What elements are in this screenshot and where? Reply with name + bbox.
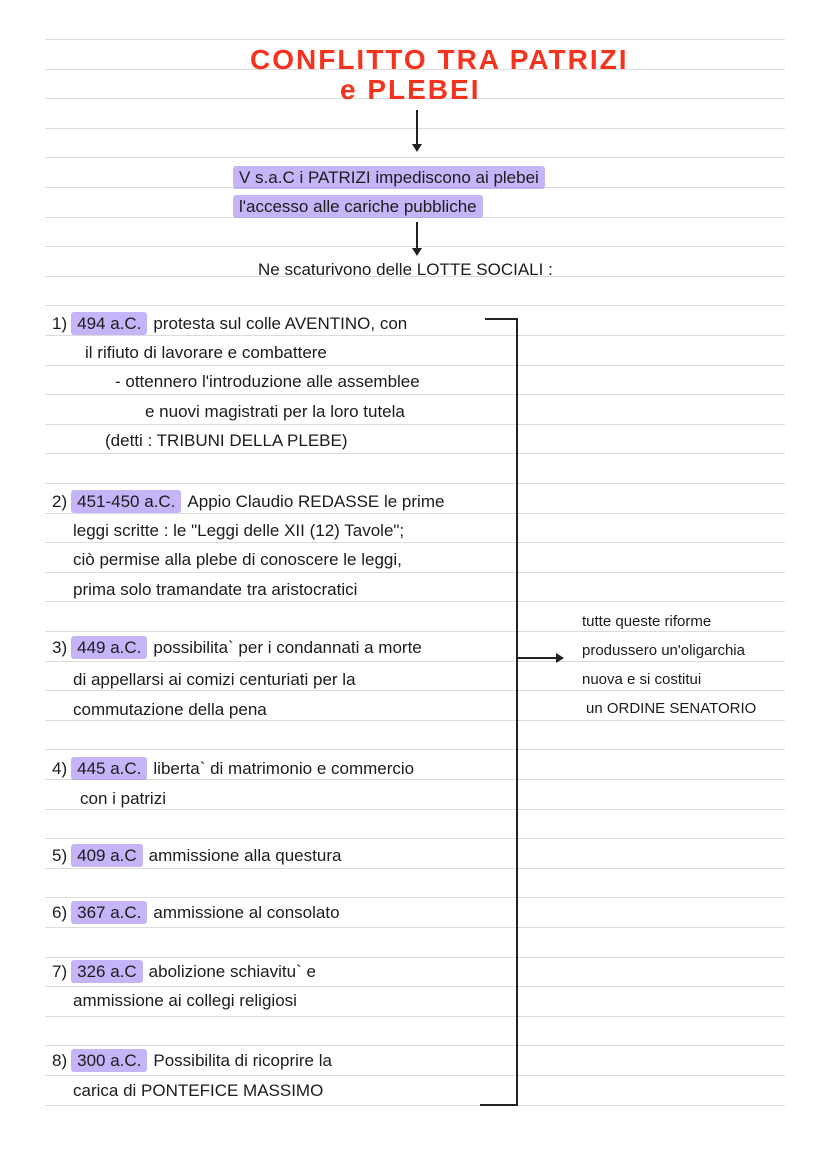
list-item-continuation: [73, 1081, 323, 1101]
title-line-2: e PLEBEI: [340, 74, 481, 105]
consequence-text: Ne scaturivono delle LOTTE SOCIALI :: [258, 260, 553, 279]
ruled-line: [45, 868, 785, 869]
item-date: 326 a.C: [71, 960, 143, 983]
item-number: 1): [52, 314, 68, 333]
item-text: Appio Claudio REDASSE le prime: [187, 492, 445, 511]
item-text: (detti : TRIBUNI DELLA PLEBE): [105, 431, 348, 450]
item-date: 300 a.C.: [71, 1049, 147, 1072]
ruled-line: [45, 365, 785, 366]
list-item-continuation: [85, 343, 327, 363]
ruled-line: [45, 157, 785, 158]
intro-text-1: V s.a.C i PATRIZI impediscono ai plebei: [233, 166, 545, 189]
ruled-line: [45, 749, 785, 750]
ruled-line: [45, 986, 785, 987]
item-date: 451-450 a.C.: [71, 490, 181, 513]
list-item: [52, 962, 316, 982]
list-item: [52, 492, 444, 512]
item-text: liberta` di matrimonio e commercio: [153, 759, 415, 778]
ruled-line: [45, 453, 785, 454]
ruled-line: [45, 305, 785, 306]
item-number: 6): [52, 903, 68, 922]
item-number: 8): [52, 1051, 68, 1070]
ruled-line: [45, 1075, 785, 1076]
item-text: possibilita` per i condannati a morte: [153, 638, 422, 657]
ruled-line: [45, 128, 785, 129]
ruled-line: [45, 1016, 785, 1017]
bracket-vertical: [516, 318, 518, 1106]
ruled-line: [45, 542, 785, 543]
intro-line-2: [233, 197, 483, 217]
item-text: di appellarsi ai comizi centuriati per la: [73, 670, 356, 689]
list-item: [52, 903, 340, 923]
intro-text-2: l'accesso alle cariche pubbliche: [233, 195, 483, 218]
list-item: [52, 1051, 332, 1071]
list-item-continuation: [73, 670, 356, 690]
arrow-head-icon: [412, 248, 422, 256]
list-item: [52, 638, 422, 658]
item-text: Possibilita di ricoprire la: [153, 1051, 332, 1070]
side-note-line: produssero un'oligarchia: [582, 642, 745, 659]
list-item-continuation: [73, 700, 267, 720]
ruled-line: [45, 838, 785, 839]
ruled-line: [45, 601, 785, 602]
item-text: con i patrizi: [80, 789, 166, 808]
item-text: - ottennero l'introduzione alle assemblee: [115, 372, 420, 391]
list-item-continuation: [80, 789, 166, 809]
title-line-1: CONFLITTO TRA PATRIZI: [250, 44, 629, 75]
ruled-line: [45, 897, 785, 898]
item-text: il rifiuto di lavorare e combattere: [85, 343, 327, 362]
list-item-continuation: [73, 991, 297, 1011]
item-text: ammissione ai collegi religiosi: [73, 991, 297, 1010]
arrow-right-icon: [556, 653, 564, 663]
list-item-continuation: [115, 372, 420, 392]
item-text: leggi scritte : le "Leggi delle XII (12) Tavole";: [73, 521, 405, 540]
list-item-continuation: [73, 521, 404, 541]
item-number: 7): [52, 962, 68, 981]
ruled-line: [45, 394, 785, 395]
item-date: 367 a.C.: [71, 901, 147, 924]
ruled-line: [45, 957, 785, 958]
item-date: 494 a.C.: [71, 312, 147, 335]
item-text: e nuovi magistrati per la loro tutela: [145, 402, 405, 421]
ruled-line: [45, 424, 785, 425]
item-text: protesta sul colle AVENTINO, con: [153, 314, 408, 333]
item-number: 3): [52, 638, 68, 657]
arrow-head-icon: [412, 144, 422, 152]
bracket-arrow: [518, 657, 556, 659]
ruled-line: [45, 927, 785, 928]
item-date: 445 a.C.: [71, 757, 147, 780]
side-note-line: tutte queste riforme: [582, 613, 712, 630]
ruled-line: [45, 39, 785, 40]
item-text: carica di PONTEFICE MASSIMO: [73, 1081, 324, 1100]
ruled-line: [45, 483, 785, 484]
list-item-continuation: [73, 580, 357, 600]
ruled-line: [45, 1105, 785, 1106]
item-number: 5): [52, 846, 68, 865]
side-note-line: nuova e si costitui: [582, 671, 702, 688]
item-text: commutazione della pena: [73, 700, 267, 719]
item-date: 449 a.C.: [71, 636, 147, 659]
list-item-continuation: [73, 550, 402, 570]
side-note-line: un ORDINE SENATORIO: [586, 700, 757, 717]
item-text: ammissione al consolato: [153, 903, 340, 922]
ruled-line: [45, 690, 785, 691]
bracket-top: [485, 318, 518, 320]
intro-line-1: [233, 168, 545, 188]
list-item: [52, 314, 407, 334]
list-item: [52, 846, 341, 866]
item-date: 409 a.C: [71, 844, 143, 867]
item-text: abolizione schiavitu` e: [148, 962, 316, 981]
item-text: ammissione alla questura: [148, 846, 342, 865]
list-item-continuation: [145, 402, 405, 422]
ruled-line: [45, 572, 785, 573]
item-number: 2): [52, 492, 68, 511]
ruled-line: [45, 335, 785, 336]
list-item-continuation: [105, 431, 348, 451]
ruled-line: [45, 779, 785, 780]
ruled-line: [45, 1045, 785, 1046]
arrow-down-2: [416, 222, 418, 250]
item-text: ciò permise alla plebe di conoscere le leggi,: [73, 550, 402, 569]
list-item: [52, 759, 414, 779]
item-number: 4): [52, 759, 68, 778]
bracket-bottom: [480, 1104, 518, 1106]
item-text: prima solo tramandate tra aristocratici: [73, 580, 358, 599]
arrow-down-1: [416, 110, 418, 146]
